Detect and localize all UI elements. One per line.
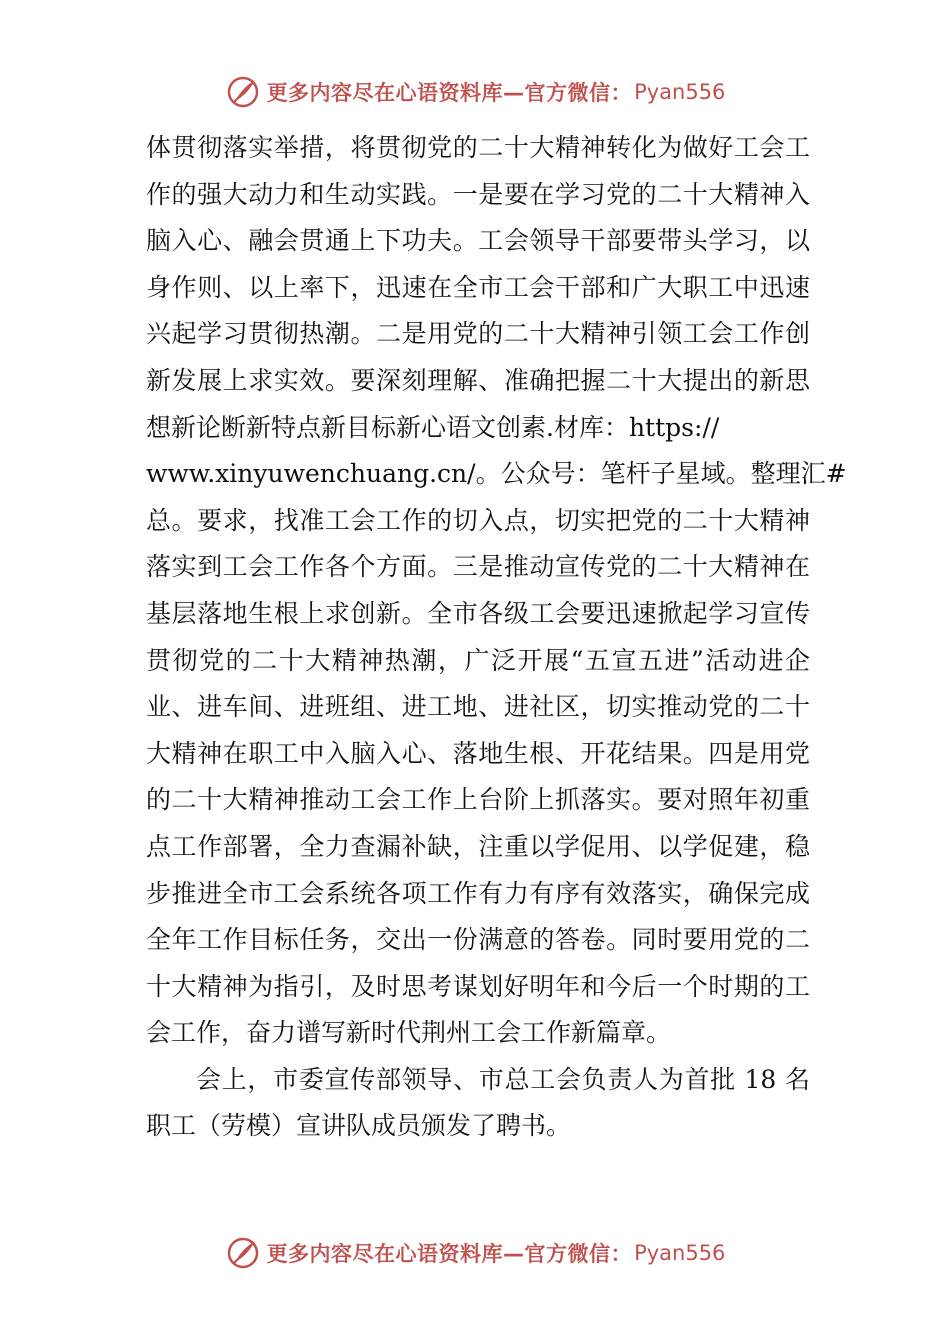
text-line: 落实到工会工作各个方面。三是推动宣传党的二十大精神在: [146, 552, 810, 582]
wechat-id: Pyan556: [634, 1241, 726, 1265]
footer-banner: [0, 1231, 950, 1275]
text-line: 会工作，奋力谱写新时代荆州工会工作新篇章。: [146, 1018, 672, 1048]
header-banner: [0, 70, 950, 114]
text-line: 步推进全市工会系统各项工作有力有序有效落实，确保完成: [146, 878, 810, 908]
text-line: 体贯彻落实举措，将贯彻党的二十大精神转化为做好工会工: [146, 133, 810, 162]
text-line: 贯彻党的二十大精神热潮，广泛开展“五宣五进”活动进企: [146, 645, 810, 675]
quill-pen-logo-icon: [225, 74, 261, 110]
quill-pen-logo-icon: [225, 1235, 261, 1271]
text-line: 职工（劳模）宣讲队成员颁发了聘书。: [146, 1111, 572, 1141]
document-body: [146, 125, 847, 1150]
text-line: 想新论断新特点新目标新心语文创素.材库：https://: [146, 412, 720, 442]
text-line: 全年工作目标任务，交出一份满意的答卷。同时要用党的二: [146, 925, 810, 955]
text-line: 的二十大精神推动工会工作上台阶上抓落实。要对照年初重: [146, 785, 810, 815]
text-line: 十大精神为指引，及时思考谋划好明年和今后一个时期的工: [146, 971, 810, 1001]
paragraph: [146, 125, 847, 1057]
text-line: 基层落地生根上求创新。全市各级工会要迅速掀起学习宣传: [146, 598, 810, 628]
wechat-id: Pyan556: [634, 80, 726, 104]
text-line: 新发展上求实效。要深刻理解、准确把握二十大提出的新思: [146, 365, 810, 395]
paragraph: [146, 1057, 810, 1150]
banner-text: 更多内容尽在心语资料库—官方微信：: [266, 1242, 633, 1266]
text-line: 点工作部署，全力查漏补缺，注重以学促用、以学促建，稳: [146, 831, 810, 861]
text-line: 身作则、以上率下，迅速在全市工会干部和广大职工中迅速: [146, 272, 810, 302]
text-line: 会上，市委宣传部领导、市总工会负责人为首批 18 名: [196, 1064, 810, 1094]
text-line: www.xinyuwenchuang.cn/。公众号：笔杆子星域。整理汇#: [146, 459, 847, 489]
text-line: 大精神在职工中入脑入心、落地生根、开花结果。四是用党: [146, 738, 810, 768]
banner-text: 更多内容尽在心语资料库—官方微信：: [266, 81, 633, 105]
text-line: 作的强大动力和生动实践。一是要在学习党的二十大精神入: [146, 179, 810, 209]
text-line: 脑入心、融会贯通上下功夫。工会领导干部要带头学习，以: [146, 226, 810, 256]
text-line: 兴起学习贯彻热潮。二是用党的二十大精神引领工会工作创: [146, 319, 810, 349]
text-line: 总。要求，找准工会工作的切入点，切实把党的二十大精神: [146, 505, 810, 535]
text-line: 业、进车间、进班组、进工地、进社区，切实推动党的二十: [146, 692, 810, 722]
